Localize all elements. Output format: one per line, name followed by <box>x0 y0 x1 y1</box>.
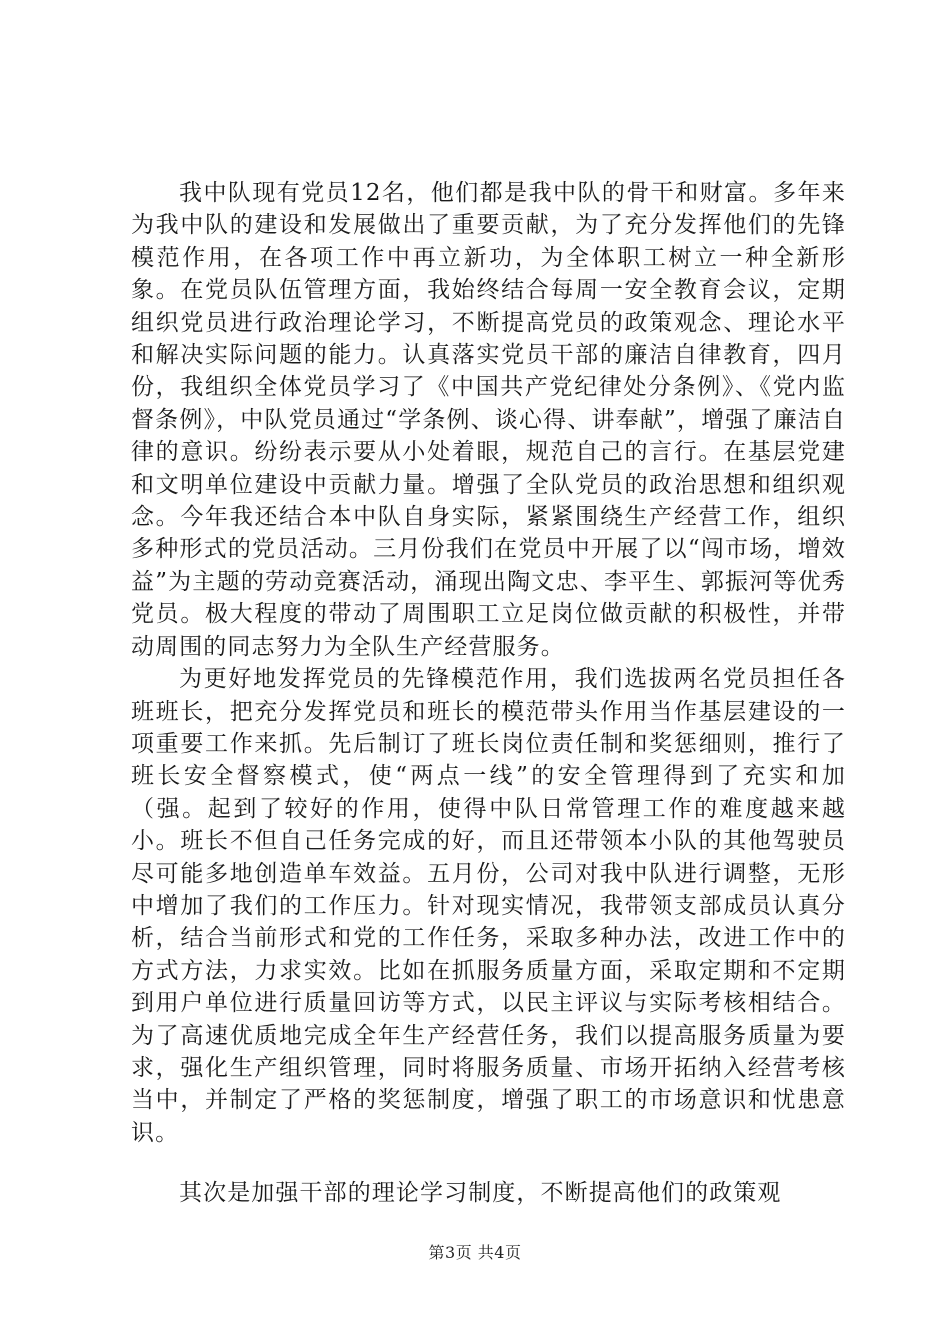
paragraph-3: 其次是加强干部的理论学习制度，不断提高他们的政策观 <box>179 1180 782 1207</box>
document-body <box>131 177 846 1210</box>
paragraph-1: 我中队现有党员12名，他们都是我中队的骨干和财富。多年来为我中队的建设和发展做出了重要贡献，为了充分发挥他们的先锋模范作用，在各项工作中再立新功，为全体职工树立一种全新形象。在党员队伍管理方面，我始终结合每周一安全教育会议，定期组织党员进行政治理论学习，不断提高党员的政策观念、理论水平和解决实际问题的能力。认真落实党员干部的廉洁自律教育，四月份，我组织全体党员学习了《中国共产党纪律处分条例》、《党内监督条例》，中队党员通过“学条例、谈心得、讲奉献”，增强了廉洁自律的意识。纷纷表示要从小处着眼，规范自己的言行。在基层党建和文明单位建设中贡献力量。增强了全队党员的政治思想和组织观念。今年我还结合本中队自身实际，紧紧围绕生产经营工作，组织多种形式的党员活动。三月份我们在党员中开展了以“闯市场，增效益”为主题的劳动竞赛活动，涌现出陶文忠、李平生、郭振河等优秀党员。极大程度的带动了周围职工立足岗位做贡献的积极性，并带动周围的同志努力为全队生产经营服务。 <box>131 180 846 660</box>
paragraph-2: 为更好地发挥党员的先锋模范作用，我们选拔两名党员担任各班班长，把充分发挥党员和班长的模范带头作用当作基层建设的一项重要工作来抓。先后制订了班长岗位责任制和奖惩细则，推行了班长安全督察模式，使“两点一线”的安全管理得到了充实和加（强。起到了较好的作用，使得中队日常管理工作的难度越来越小。班长不但自己任务完成的好，而且还带领本小队的其他驾驶员尽可能多地创造单车效益。五月份，公司对我中队进行调整，无形中增加了我们的工作压力。针对现实情况，我带领支部成员认真分析，结合当前形式和党的工作任务，采取多种办法，改进工作中的方式方法，力求实效。比如在抓服务质量方面，采取定期和不定期到用户单位进行质量回访等方式，以民主评议与实际考核相结合。为了高速优质地完成全年生产经营任务，我们以提高服务质量为要求，强化生产组织管理，同时将服务质量、市场开拓纳入经营考核当中，并制定了严格的奖惩制度，增强了职工的市场意识和忧患意识。 <box>131 666 846 1146</box>
page-number-footer: 第3页 共4页 <box>428 1243 522 1262</box>
